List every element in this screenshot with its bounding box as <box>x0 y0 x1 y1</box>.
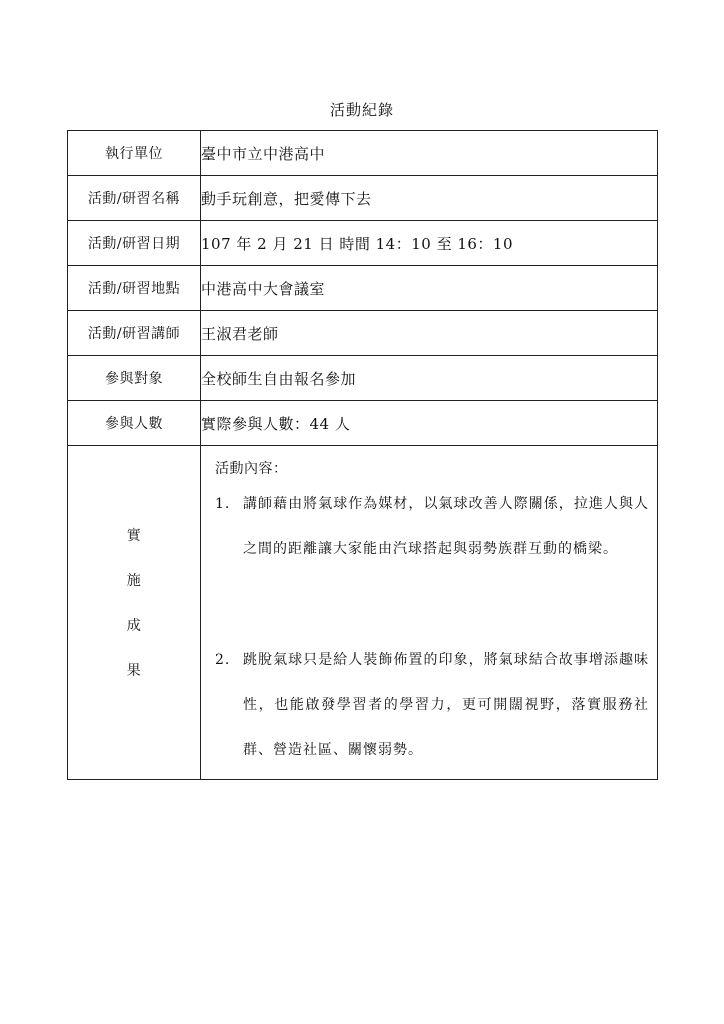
activity-record-table <box>67 130 658 780</box>
row-value: 實際參與人數：44 人 <box>201 401 658 446</box>
row-value: 王淑君老師 <box>201 311 658 356</box>
table-row <box>68 131 658 176</box>
item-text: 講師藉由將氣球作為媒材，以氣球改善人際關係，拉進人與人之間的距離讓大家能由汽球搭起與弱勢族群互動的橋梁。 <box>243 496 649 557</box>
results-row <box>68 446 658 780</box>
row-value: 動手玩創意，把愛傳下去 <box>201 176 658 221</box>
table-row <box>68 356 658 401</box>
results-label-char: 施 <box>126 573 142 589</box>
row-value: 臺中市立中港高中 <box>201 131 658 176</box>
item-number: 1. <box>215 496 231 512</box>
content-item <box>215 638 649 773</box>
results-content <box>201 446 658 780</box>
row-label: 活動/研習講師 <box>68 311 201 356</box>
table-row <box>68 311 658 356</box>
row-label: 活動/研習日期 <box>68 221 201 266</box>
document-title: 活動紀錄 <box>329 101 394 119</box>
table-row <box>68 266 658 311</box>
results-label <box>68 446 201 780</box>
results-label-char: 實 <box>126 528 142 544</box>
row-value: 107 年 2 月 21 日 時間 14：10 至 16：10 <box>201 221 658 266</box>
row-value: 全校師生自由報名參加 <box>201 356 658 401</box>
results-label-char: 果 <box>126 663 142 679</box>
row-label: 活動/研習地點 <box>68 266 201 311</box>
row-label: 參與對象 <box>68 356 201 401</box>
table-row <box>68 176 658 221</box>
content-item <box>215 482 649 572</box>
table-row <box>68 401 658 446</box>
row-label: 活動/研習名稱 <box>68 176 201 221</box>
table-row <box>68 221 658 266</box>
item-text: 跳脫氣球只是給人裝飾佈置的印象，將氣球結合故事增添趣味性，也能啟發學習者的學習力，更可開闊視野，落實服務社群、營造社區、關懷弱勢。 <box>243 652 649 758</box>
results-label-char: 成 <box>126 618 142 634</box>
row-label: 執行單位 <box>68 131 201 176</box>
row-value: 中港高中大會議室 <box>201 266 658 311</box>
item-number: 2. <box>215 652 231 668</box>
content-heading: 活動內容： <box>215 461 288 477</box>
row-label: 參與人數 <box>68 401 201 446</box>
